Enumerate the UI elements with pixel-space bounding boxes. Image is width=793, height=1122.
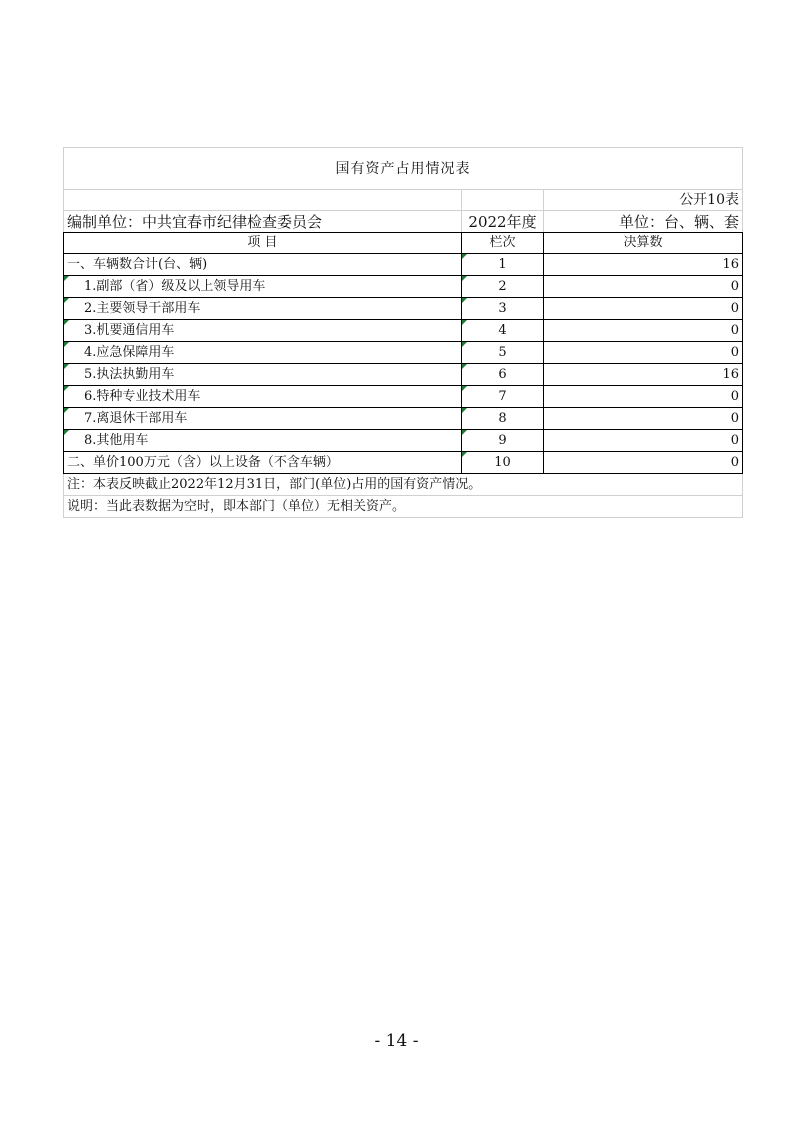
row-label: 8.其他用车: [64, 430, 462, 452]
row-value: 0: [544, 342, 743, 364]
form-code-row: [64, 190, 743, 211]
row-value: 16: [544, 364, 743, 386]
measure-units: 单位：台、辆、套: [544, 211, 743, 233]
table-row: [64, 276, 743, 298]
row-line: 8: [462, 408, 544, 430]
report-year: 2022年度: [462, 211, 544, 233]
table-row: [64, 430, 743, 452]
row-label: 二、单价100万元（含）以上设备（不含车辆）: [64, 452, 462, 474]
row-value: 16: [544, 254, 743, 276]
table-explanation: 说明：当此表数据为空时，即本部门（单位）无相关资产。: [64, 496, 743, 518]
explanation-row: [64, 496, 743, 518]
page-number: - 14 -: [374, 1031, 419, 1051]
row-line: 1: [462, 254, 544, 276]
table-note: 注：本表反映截止2022年12月31日，部门(单位)占用的国有资产情况。: [64, 474, 743, 496]
table-row: [64, 452, 743, 474]
header-line: 栏次: [462, 233, 544, 254]
row-line: 3: [462, 298, 544, 320]
row-label: 2.主要领导干部用车: [64, 298, 462, 320]
table-row: [64, 408, 743, 430]
table-row: [64, 298, 743, 320]
row-value: 0: [544, 430, 743, 452]
row-label: 7.离退休干部用车: [64, 408, 462, 430]
row-line: 6: [462, 364, 544, 386]
note-row: [64, 474, 743, 496]
title-row: [64, 148, 743, 190]
row-line: 5: [462, 342, 544, 364]
table-row: [64, 320, 743, 342]
row-label: 6.特种专业技术用车: [64, 386, 462, 408]
header-item: 项 目: [64, 233, 462, 254]
row-line: 9: [462, 430, 544, 452]
meta-row: [64, 211, 743, 233]
row-line: 2: [462, 276, 544, 298]
row-value: 0: [544, 452, 743, 474]
row-line: 10: [462, 452, 544, 474]
row-value: 0: [544, 408, 743, 430]
row-line: 7: [462, 386, 544, 408]
row-label: 1.副部（省）级及以上领导用车: [64, 276, 462, 298]
row-value: 0: [544, 320, 743, 342]
table-row: [64, 364, 743, 386]
header-row: [64, 233, 743, 254]
header-amount: 决算数: [544, 233, 743, 254]
row-value: 0: [544, 298, 743, 320]
row-label: 3.机要通信用车: [64, 320, 462, 342]
table-row: [64, 342, 743, 364]
row-value: 0: [544, 276, 743, 298]
row-value: 0: [544, 386, 743, 408]
row-line: 4: [462, 320, 544, 342]
table-row: [64, 386, 743, 408]
compiling-unit: 编制单位：中共宜春市纪律检查委员会: [64, 211, 462, 233]
row-label: 4.应急保障用车: [64, 342, 462, 364]
row-label: 5.执法执勤用车: [64, 364, 462, 386]
form-code: 公开10表: [544, 190, 743, 211]
table-title: 国有资产占用情况表: [64, 148, 743, 190]
asset-table: [63, 147, 743, 518]
table-row: [64, 254, 743, 276]
row-label: 一、车辆数合计(台、辆): [64, 254, 462, 276]
